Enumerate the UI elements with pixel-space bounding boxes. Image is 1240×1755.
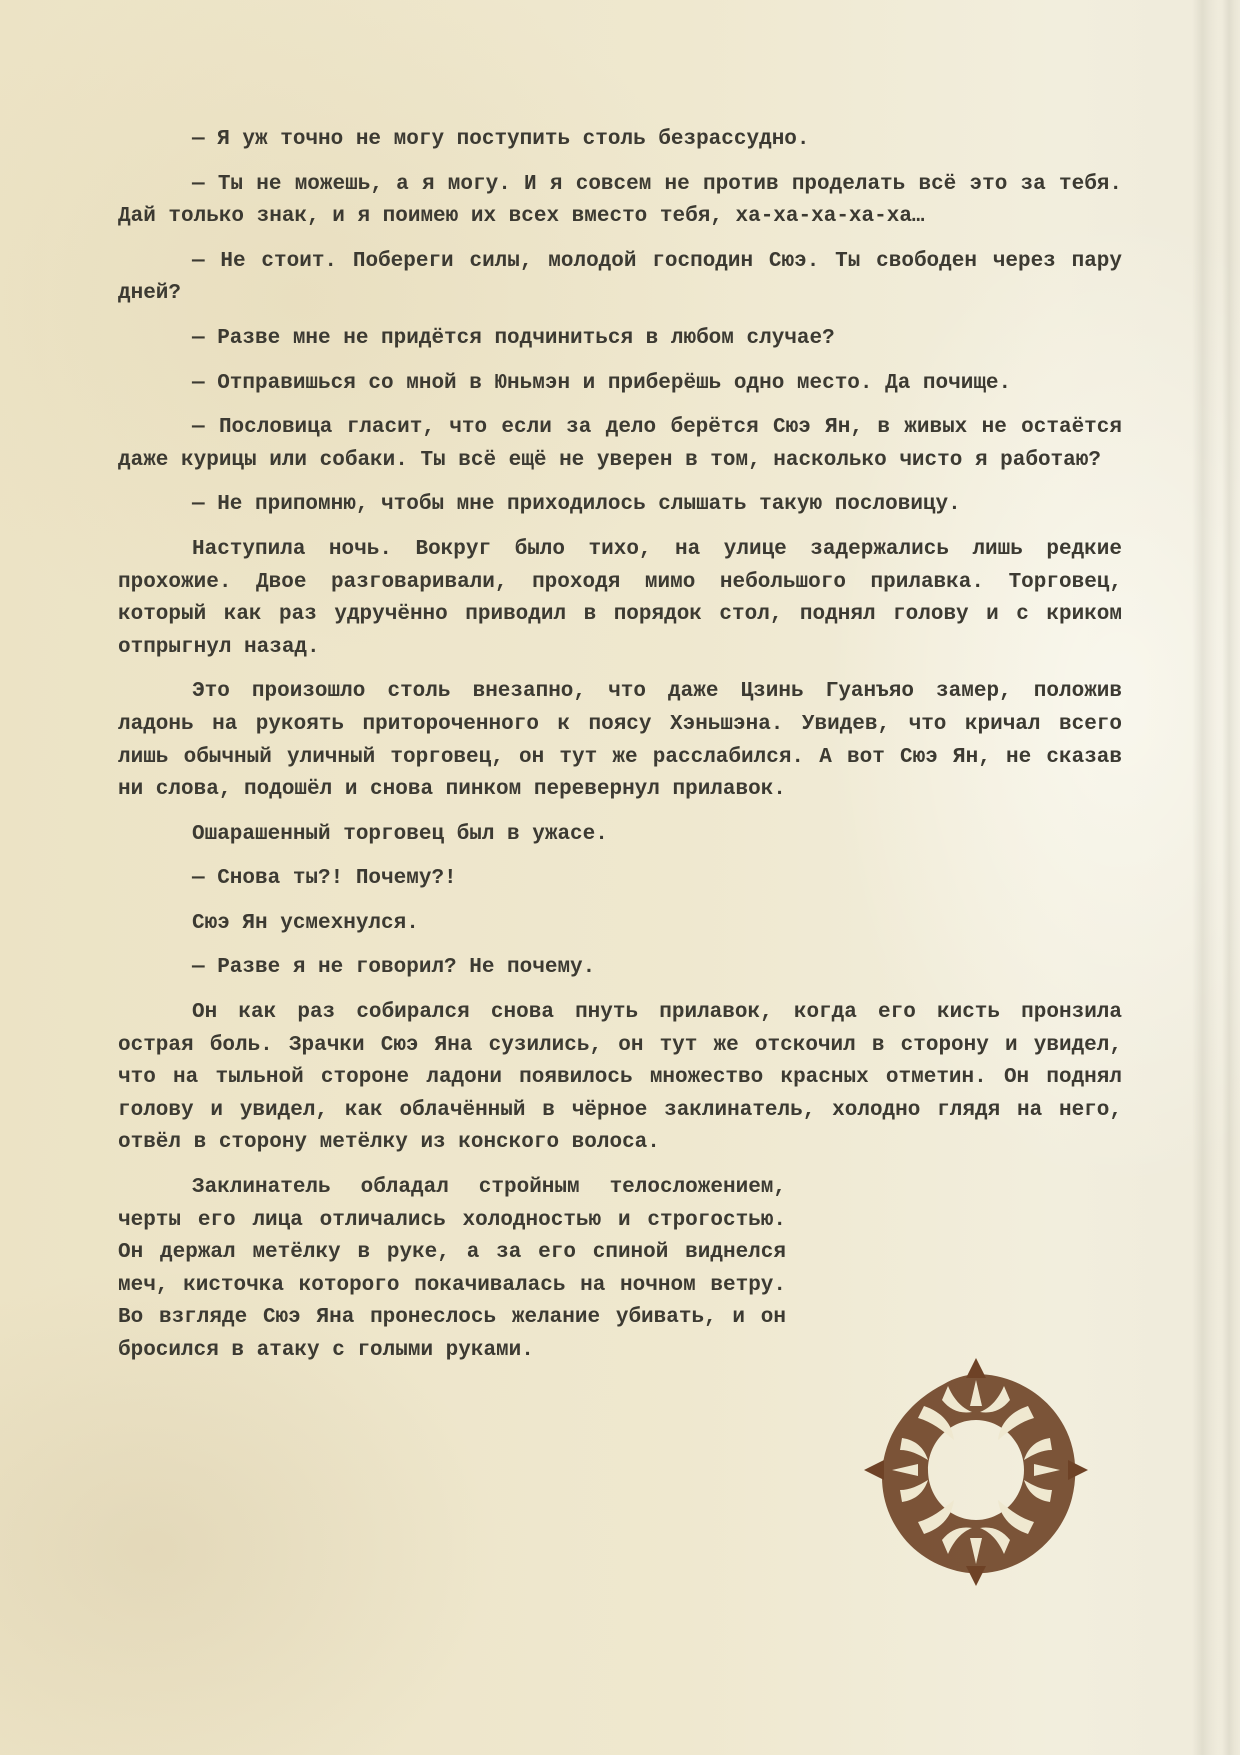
bamboo-stalk-decoration	[1222, 0, 1240, 1755]
paragraph: — Не стоит. Побереги силы, молодой господин Сюэ. Ты свободен через пару дней?	[118, 249, 1122, 306]
paragraph: Наступила ночь. Вокруг было тихо, на улице задержались лишь редкие прохожие. Двое разговаривали, проходя мимо небольшого прилавка. Торговец, который как раз удручённо приводил в порядок стол, поднял голову и с криком отпрыгнул назад.	[118, 537, 1122, 659]
paragraph: Сюэ Ян усмехнулся.	[192, 911, 419, 935]
paragraph: Это произошло столь внезапно, что даже Цзинь Гуанъяо замер, положив ладонь на рукоять приторoченного к поясу Хэньшэна. Увидев, что кричал всего лишь обычный уличный торговец, он тут же расслабился. А вот Сюэ Ян, не сказав ни слова, подошёл и снова пинком перевернул прилавок.	[118, 680, 1122, 802]
bamboo-stalk-decoration	[1192, 0, 1218, 1755]
paragraph: — Отправишься со мной в Юньмэн и приберёшь одно место. Да почище.	[192, 371, 1012, 395]
paragraph: — Я уж точно не могу поступить столь безрассудно.	[192, 128, 810, 151]
paragraph: Ошарашенный торговец был в ужасе.	[192, 822, 608, 846]
paragraph: — Снова ты?! Почему?!	[192, 867, 457, 891]
paragraph: — Ты не можешь, а я могу. И я совсем не против проделать всё это за тебя. Дай только знак, и я поимею их всех вместо тебя, ха-ха-ха-ха-ха…	[118, 172, 1122, 229]
document-body	[118, 124, 1122, 1380]
paragraph: — Не припомню, чтобы мне приходилось слышать такую пословицу.	[192, 493, 961, 517]
paragraph: Он как раз собирался снова пнуть прилавок, когда его кисть пронзила острая боль. Зрачки Сюэ Яна сузились, он тут же отскочил в сторону и увидел, что на тыльной стороне ладони появилось множество красных отметин. Он поднял голову и увидел, как облачённый в чёрное заклинатель, холодно глядя на него, отвёл в сторону метёлку из конского волоса.	[118, 1001, 1122, 1155]
tribal-ring-ornament-icon	[862, 1356, 1090, 1588]
paragraph: Заклинатель обладал стройным телосложением, черты его лица отличались холодностью и строгостью. Он держал метёлку в руке, а за его спиной виднелся меч, кисточка которого покачивалась на ночном ветру. Во взгляде Сюэ Яна пронеслось желание убивать, и он бросился в атаку с голыми руками.	[118, 1176, 786, 1362]
paragraph: — Пословица гласит, что если за дело берётся Сюэ Ян, в живых не остаётся даже курицы или собаки. Ты всё ещё не уверен в том, насколько чисто я работаю?	[118, 416, 1122, 472]
paragraph: — Разве мне не придётся подчиниться в любом случае?	[192, 326, 835, 350]
paragraph: — Разве я не говорил? Не почему.	[192, 956, 596, 980]
